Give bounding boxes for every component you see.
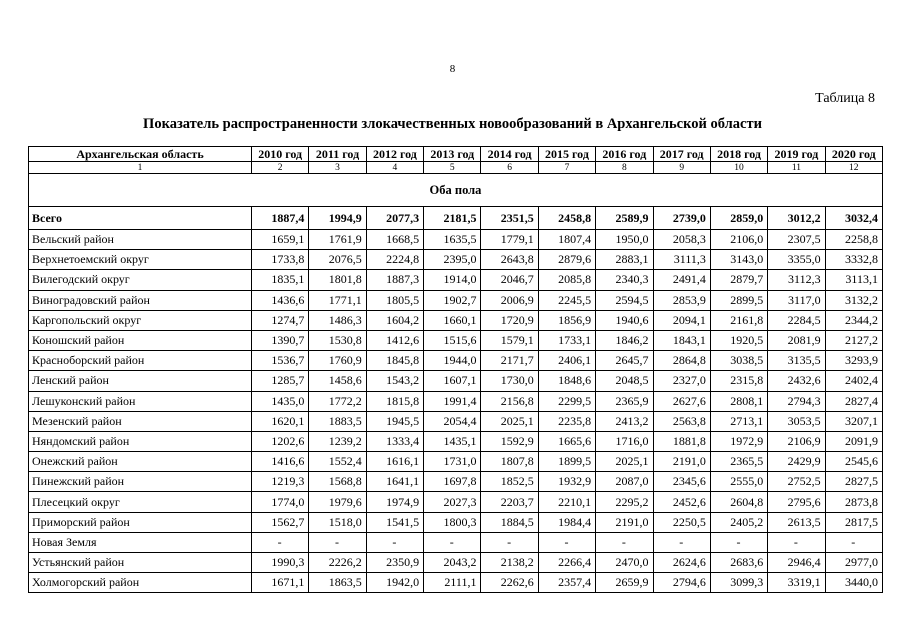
row-value: 2883,1 xyxy=(596,250,653,270)
row-value: 1942,0 xyxy=(366,573,423,593)
row-value: - xyxy=(768,532,825,552)
row-value: 1671,1 xyxy=(252,573,309,593)
row-value: 1435,1 xyxy=(424,431,481,451)
row-value: 1731,0 xyxy=(424,452,481,472)
table-row xyxy=(29,270,883,290)
section-row xyxy=(29,174,883,207)
row-value: 2624,6 xyxy=(653,553,710,573)
row-value: 2210,1 xyxy=(538,492,595,512)
row-value: 2087,0 xyxy=(596,472,653,492)
row-value: - xyxy=(538,532,595,552)
section-label: Оба пола xyxy=(29,174,883,207)
row-region-name: Пинежский район xyxy=(29,472,252,492)
row-value: 1530,8 xyxy=(309,330,366,350)
column-number: 12 xyxy=(825,162,882,174)
row-value: - xyxy=(596,532,653,552)
row-value: 1863,5 xyxy=(309,573,366,593)
row-value: - xyxy=(424,532,481,552)
row-value: 2899,5 xyxy=(710,290,767,310)
row-value: 1435,0 xyxy=(252,391,309,411)
row-value: 3032,4 xyxy=(825,207,882,230)
row-value: 2156,8 xyxy=(481,391,538,411)
table-row xyxy=(29,472,883,492)
row-value: 2563,8 xyxy=(653,411,710,431)
row-region-name: Всего xyxy=(29,207,252,230)
row-value: 1620,1 xyxy=(252,411,309,431)
row-value: 1920,5 xyxy=(710,330,767,350)
row-value: 2350,9 xyxy=(366,553,423,573)
row-value: 1202,6 xyxy=(252,431,309,451)
row-value: 2432,6 xyxy=(768,371,825,391)
row-value: 2250,5 xyxy=(653,512,710,532)
row-value: 3112,3 xyxy=(768,270,825,290)
row-value: 1760,9 xyxy=(309,351,366,371)
row-value: 2555,0 xyxy=(710,472,767,492)
row-value: 2827,4 xyxy=(825,391,882,411)
table-body xyxy=(29,174,883,593)
table-row xyxy=(29,431,883,451)
row-region-name: Плесецкий округ xyxy=(29,492,252,512)
table-row xyxy=(29,330,883,350)
header-year: 2020 год xyxy=(825,147,882,162)
row-value: 1852,5 xyxy=(481,472,538,492)
row-value: 1552,4 xyxy=(309,452,366,472)
row-value: 2873,8 xyxy=(825,492,882,512)
row-value: 2284,5 xyxy=(768,310,825,330)
row-value: 1800,3 xyxy=(424,512,481,532)
row-value: 2643,8 xyxy=(481,250,538,270)
row-value: 1660,1 xyxy=(424,310,481,330)
row-value: 2659,9 xyxy=(596,573,653,593)
row-value: - xyxy=(366,532,423,552)
row-value: 3111,3 xyxy=(653,250,710,270)
row-value: 1604,2 xyxy=(366,310,423,330)
row-value: 2081,9 xyxy=(768,330,825,350)
row-value: 2739,0 xyxy=(653,207,710,230)
header-year: 2013 год xyxy=(424,147,481,162)
row-value: 1697,8 xyxy=(424,472,481,492)
row-value: 2043,2 xyxy=(424,553,481,573)
row-value: 2946,4 xyxy=(768,553,825,573)
row-value: 2344,2 xyxy=(825,310,882,330)
row-region-name: Красноборский район xyxy=(29,351,252,371)
row-value: 2091,9 xyxy=(825,431,882,451)
column-number: 7 xyxy=(538,162,595,174)
row-value: 2395,0 xyxy=(424,250,481,270)
row-value: 1635,5 xyxy=(424,230,481,250)
row-value: 1285,7 xyxy=(252,371,309,391)
table-row xyxy=(29,492,883,512)
row-value: 1979,6 xyxy=(309,492,366,512)
row-value: 1887,3 xyxy=(366,270,423,290)
row-value: 1991,4 xyxy=(424,391,481,411)
column-number: 10 xyxy=(710,162,767,174)
data-table xyxy=(28,146,883,593)
row-region-name: Коношский район xyxy=(29,330,252,350)
row-value: 1720,9 xyxy=(481,310,538,330)
table-row xyxy=(29,290,883,310)
header-row xyxy=(29,147,883,162)
row-value: 1902,7 xyxy=(424,290,481,310)
row-value: 2627,6 xyxy=(653,391,710,411)
row-value: 2085,8 xyxy=(538,270,595,290)
row-value: 2752,5 xyxy=(768,472,825,492)
row-value: 2589,9 xyxy=(596,207,653,230)
row-value: 2266,4 xyxy=(538,553,595,573)
row-value: 1774,0 xyxy=(252,492,309,512)
row-value: 1536,7 xyxy=(252,351,309,371)
row-value: 1807,8 xyxy=(481,452,538,472)
row-value: 1846,2 xyxy=(596,330,653,350)
row-value: 3355,0 xyxy=(768,250,825,270)
row-region-name: Вельский район xyxy=(29,230,252,250)
row-region-name: Лешуконский район xyxy=(29,391,252,411)
column-number: 8 xyxy=(596,162,653,174)
row-value: 3293,9 xyxy=(825,351,882,371)
row-value: 3099,3 xyxy=(710,573,767,593)
row-value: 1274,7 xyxy=(252,310,309,330)
row-region-name: Мезенский район xyxy=(29,411,252,431)
row-value: 2258,8 xyxy=(825,230,882,250)
row-value: 2307,5 xyxy=(768,230,825,250)
column-number: 9 xyxy=(653,162,710,174)
row-value: 1771,1 xyxy=(309,290,366,310)
row-value: 1990,3 xyxy=(252,553,309,573)
row-value: 2025,1 xyxy=(481,411,538,431)
row-value: 1333,4 xyxy=(366,431,423,451)
table-row xyxy=(29,553,883,573)
row-value: 1543,2 xyxy=(366,371,423,391)
row-value: 3012,2 xyxy=(768,207,825,230)
row-value: 1884,5 xyxy=(481,512,538,532)
row-value: 2262,6 xyxy=(481,573,538,593)
row-value: 2299,5 xyxy=(538,391,595,411)
row-region-name: Ленский район xyxy=(29,371,252,391)
row-value: 2859,0 xyxy=(710,207,767,230)
row-value: 1641,1 xyxy=(366,472,423,492)
row-value: 2406,1 xyxy=(538,351,595,371)
row-value: 1932,9 xyxy=(538,472,595,492)
header-year: 2011 год xyxy=(309,147,366,162)
row-value: 2048,5 xyxy=(596,371,653,391)
row-value: 2111,1 xyxy=(424,573,481,593)
row-value: 1772,2 xyxy=(309,391,366,411)
row-region-name: Виноградовский район xyxy=(29,290,252,310)
row-value: - xyxy=(710,532,767,552)
header-year: 2019 год xyxy=(768,147,825,162)
row-value: 2683,6 xyxy=(710,553,767,573)
table-row xyxy=(29,250,883,270)
header-year: 2017 год xyxy=(653,147,710,162)
row-value: 1390,7 xyxy=(252,330,309,350)
row-value: 3440,0 xyxy=(825,573,882,593)
row-value: 2224,8 xyxy=(366,250,423,270)
row-value: 2340,3 xyxy=(596,270,653,290)
row-value: 2413,2 xyxy=(596,411,653,431)
row-value: 2817,5 xyxy=(825,512,882,532)
row-value: 1716,0 xyxy=(596,431,653,451)
row-value: 2127,2 xyxy=(825,330,882,350)
row-value: 1486,3 xyxy=(309,310,366,330)
column-number-row xyxy=(29,162,883,174)
row-value: 1730,0 xyxy=(481,371,538,391)
row-value: 2295,2 xyxy=(596,492,653,512)
row-value: 2613,5 xyxy=(768,512,825,532)
table-label: Таблица 8 xyxy=(815,91,875,106)
page-number: 8 xyxy=(449,63,456,75)
row-value: 2054,4 xyxy=(424,411,481,431)
row-value: 3332,8 xyxy=(825,250,882,270)
row-value: 2226,2 xyxy=(309,553,366,573)
row-value: 1436,6 xyxy=(252,290,309,310)
header-region: Архангельская область xyxy=(29,147,252,162)
row-value: 2977,0 xyxy=(825,553,882,573)
row-value: 1881,8 xyxy=(653,431,710,451)
row-value: 1568,8 xyxy=(309,472,366,492)
column-number: 4 xyxy=(366,162,423,174)
row-value: 1807,4 xyxy=(538,230,595,250)
row-value: 1848,6 xyxy=(538,371,595,391)
row-value: 1219,3 xyxy=(252,472,309,492)
row-value: 2025,1 xyxy=(596,452,653,472)
row-value: 2864,8 xyxy=(653,351,710,371)
row-value: 2827,5 xyxy=(825,472,882,492)
header-year: 2016 год xyxy=(596,147,653,162)
row-value: 2094,1 xyxy=(653,310,710,330)
total-row xyxy=(29,207,883,230)
row-value: 2171,7 xyxy=(481,351,538,371)
row-value: 2713,1 xyxy=(710,411,767,431)
row-value: 2470,0 xyxy=(596,553,653,573)
row-value: 1843,1 xyxy=(653,330,710,350)
row-value: 1239,2 xyxy=(309,431,366,451)
table-row xyxy=(29,532,883,552)
column-number: 6 xyxy=(481,162,538,174)
row-value: 1984,4 xyxy=(538,512,595,532)
row-value: - xyxy=(825,532,882,552)
row-value: 1805,5 xyxy=(366,290,423,310)
row-value: 2545,6 xyxy=(825,452,882,472)
column-number: 1 xyxy=(29,162,252,174)
row-value: 2491,4 xyxy=(653,270,710,290)
row-value: 2357,4 xyxy=(538,573,595,593)
row-value: 1944,0 xyxy=(424,351,481,371)
row-value: 2458,8 xyxy=(538,207,595,230)
table-row xyxy=(29,573,883,593)
row-value: 2077,3 xyxy=(366,207,423,230)
table-row xyxy=(29,310,883,330)
column-number: 5 xyxy=(424,162,481,174)
row-region-name: Приморский район xyxy=(29,512,252,532)
row-value: 1607,1 xyxy=(424,371,481,391)
row-value: 2235,8 xyxy=(538,411,595,431)
row-value: 1541,5 xyxy=(366,512,423,532)
row-value: - xyxy=(481,532,538,552)
row-value: 1945,5 xyxy=(366,411,423,431)
row-value: - xyxy=(309,532,366,552)
row-value: 1733,1 xyxy=(538,330,595,350)
row-value: 1665,6 xyxy=(538,431,595,451)
row-value: 1761,9 xyxy=(309,230,366,250)
row-region-name: Новая Земля xyxy=(29,532,252,552)
row-value: 1416,6 xyxy=(252,452,309,472)
row-value: 2794,3 xyxy=(768,391,825,411)
row-value: 3132,2 xyxy=(825,290,882,310)
row-value: 1579,1 xyxy=(481,330,538,350)
row-value: 2452,6 xyxy=(653,492,710,512)
row-value: 2076,5 xyxy=(309,250,366,270)
row-value: 1845,8 xyxy=(366,351,423,371)
row-value: 2405,2 xyxy=(710,512,767,532)
header-year: 2015 год xyxy=(538,147,595,162)
row-value: 2429,9 xyxy=(768,452,825,472)
header-year: 2010 год xyxy=(252,147,309,162)
table-row xyxy=(29,411,883,431)
row-value: 2402,4 xyxy=(825,371,882,391)
row-value: 1887,4 xyxy=(252,207,309,230)
row-value: 2853,9 xyxy=(653,290,710,310)
row-value: 2046,7 xyxy=(481,270,538,290)
row-value: 1668,5 xyxy=(366,230,423,250)
row-region-name: Каргопольский округ xyxy=(29,310,252,330)
row-region-name: Холмогорский район xyxy=(29,573,252,593)
row-value: 1883,5 xyxy=(309,411,366,431)
row-value: 2058,3 xyxy=(653,230,710,250)
row-region-name: Няндомский район xyxy=(29,431,252,451)
row-value: 2351,5 xyxy=(481,207,538,230)
column-number: 2 xyxy=(252,162,309,174)
row-value: 2365,9 xyxy=(596,391,653,411)
row-value: 1458,6 xyxy=(309,371,366,391)
row-value: 2327,0 xyxy=(653,371,710,391)
row-value: 1972,9 xyxy=(710,431,767,451)
row-value: 3113,1 xyxy=(825,270,882,290)
row-value: 1856,9 xyxy=(538,310,595,330)
row-value: 1733,8 xyxy=(252,250,309,270)
column-number: 11 xyxy=(768,162,825,174)
table-row xyxy=(29,230,883,250)
column-number: 3 xyxy=(309,162,366,174)
row-value: 2138,2 xyxy=(481,553,538,573)
row-value: 2161,8 xyxy=(710,310,767,330)
row-value: 1974,9 xyxy=(366,492,423,512)
row-value: 2027,3 xyxy=(424,492,481,512)
row-value: 2808,1 xyxy=(710,391,767,411)
row-value: 1801,8 xyxy=(309,270,366,290)
row-region-name: Вилегодский округ xyxy=(29,270,252,290)
row-region-name: Верхнетоемский округ xyxy=(29,250,252,270)
row-value: 3038,5 xyxy=(710,351,767,371)
row-value: 3143,0 xyxy=(710,250,767,270)
row-value: 2006,9 xyxy=(481,290,538,310)
row-value: 2365,5 xyxy=(710,452,767,472)
row-value: 1616,1 xyxy=(366,452,423,472)
table-row xyxy=(29,391,883,411)
row-value: 1562,7 xyxy=(252,512,309,532)
row-value: 2879,7 xyxy=(710,270,767,290)
row-value: 1779,1 xyxy=(481,230,538,250)
row-value: 2191,0 xyxy=(596,512,653,532)
row-value: 1815,8 xyxy=(366,391,423,411)
row-value: 1899,5 xyxy=(538,452,595,472)
row-value: 2181,5 xyxy=(424,207,481,230)
row-value: 1835,1 xyxy=(252,270,309,290)
row-value: 2645,7 xyxy=(596,351,653,371)
row-value: 1950,0 xyxy=(596,230,653,250)
row-value: 2594,5 xyxy=(596,290,653,310)
row-value: 2345,6 xyxy=(653,472,710,492)
row-value: 1592,9 xyxy=(481,431,538,451)
header-year: 2018 год xyxy=(710,147,767,162)
row-value: 2795,6 xyxy=(768,492,825,512)
row-value: 2879,6 xyxy=(538,250,595,270)
row-region-name: Устьянский район xyxy=(29,553,252,573)
row-value: - xyxy=(252,532,309,552)
row-value: 2191,0 xyxy=(653,452,710,472)
row-value: 2106,0 xyxy=(710,230,767,250)
row-value: - xyxy=(653,532,710,552)
row-value: 1994,9 xyxy=(309,207,366,230)
row-value: 2245,5 xyxy=(538,290,595,310)
table-row xyxy=(29,512,883,532)
table-row xyxy=(29,351,883,371)
row-value: 3135,5 xyxy=(768,351,825,371)
table-row xyxy=(29,371,883,391)
row-value: 1412,6 xyxy=(366,330,423,350)
table-title: Показатель распространенности злокачественных новообразований в Архангельской области xyxy=(143,116,762,132)
row-value: 1515,6 xyxy=(424,330,481,350)
row-value: 3319,1 xyxy=(768,573,825,593)
row-value: 2106,9 xyxy=(768,431,825,451)
row-value: 2203,7 xyxy=(481,492,538,512)
row-value: 3207,1 xyxy=(825,411,882,431)
row-region-name: Онежский район xyxy=(29,452,252,472)
row-value: 1518,0 xyxy=(309,512,366,532)
row-value: 2315,8 xyxy=(710,371,767,391)
row-value: 2794,6 xyxy=(653,573,710,593)
row-value: 3117,0 xyxy=(768,290,825,310)
header-year: 2012 год xyxy=(366,147,423,162)
row-value: 1914,0 xyxy=(424,270,481,290)
row-value: 1940,6 xyxy=(596,310,653,330)
row-value: 3053,5 xyxy=(768,411,825,431)
table-row xyxy=(29,452,883,472)
header-year: 2014 год xyxy=(481,147,538,162)
row-value: 2604,8 xyxy=(710,492,767,512)
row-value: 1659,1 xyxy=(252,230,309,250)
